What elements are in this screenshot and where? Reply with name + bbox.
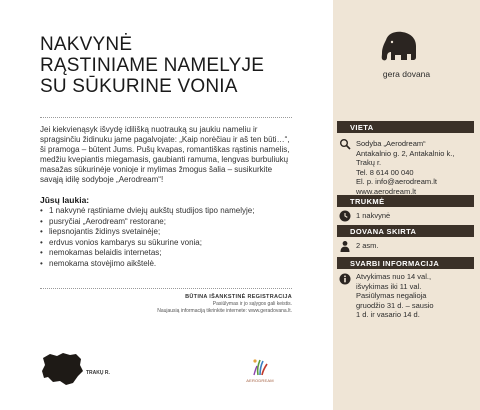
list-item: • nemokama stovėjimo aikštelė. bbox=[40, 259, 300, 270]
text-line: El. p. info@aerodream.lt bbox=[356, 177, 437, 186]
aerodream-logo-icon bbox=[248, 355, 272, 379]
clock-icon bbox=[338, 209, 352, 223]
section-text-vieta bbox=[356, 139, 478, 196]
elephant-logo-icon bbox=[380, 30, 420, 66]
section-header-trukme bbox=[337, 195, 474, 207]
section-header-dovana-skirta bbox=[337, 225, 474, 237]
list-item: • pusryčiai „Aerodream“ restorane; bbox=[40, 217, 300, 228]
text-line: Pasiūlymas negalioja bbox=[356, 291, 427, 300]
features-list bbox=[40, 206, 300, 269]
text-line: 1 nakvynė bbox=[356, 211, 391, 220]
registration-note: Pasiūlymas ir jo sąlygos gali keistis. bbox=[212, 301, 292, 307]
lithuania-map-icon bbox=[40, 352, 84, 386]
text-line: 1 d. ir vasario 14 d. bbox=[356, 310, 420, 319]
section-text-trukme bbox=[356, 211, 478, 221]
divider bbox=[40, 288, 292, 289]
section-header-svarbi-informacija bbox=[337, 257, 474, 269]
list-item: • liepsnojantis židinys svetainėje; bbox=[40, 227, 300, 238]
section-label: VIETA bbox=[350, 122, 374, 132]
intro-text: Jei kiekvienąsyk išvydę idilišką nuotrauką su jaukiu nameliu ir spragsinčiu židinuku jame pagalvojate: „Kaip norėčiau ir aš ten būti…“, ši pramoga – būtent Jums. Pušų kvapas, romantiškas rąstinis namelis, medžiu kvepiantis miegamasis, gaubianti ramuma, lengvas burbuliukų masažas sūkurinėje vonioje ir mylimas žmogus šalia – susikurkite savąją idilę sodyboje „Aerodream“! bbox=[40, 125, 290, 184]
page-title bbox=[40, 34, 320, 97]
text-line: išvykimas iki 11 val. bbox=[356, 281, 422, 291]
text-line: gruodžio 31 d. – sausio bbox=[356, 300, 434, 310]
registration-title: BŪTINA IŠANKSTINĖ REGISTRACIJA bbox=[185, 294, 292, 300]
section-header-vieta bbox=[337, 121, 474, 133]
partner-logo-text: AERODREAM bbox=[246, 378, 274, 383]
list-item: • erdvus vonios kambarys su sūkurine vonia; bbox=[40, 238, 300, 249]
region-label: TRAKŲ R. bbox=[86, 370, 110, 376]
person-icon bbox=[338, 239, 352, 253]
section-label: TRUKMĖ bbox=[350, 196, 385, 206]
registration-note: Naujausią informaciją tikrinkite internete: www.geradovana.lt. bbox=[157, 308, 292, 314]
info-icon bbox=[338, 272, 352, 286]
title-line: RĄSTINIAME NAMELYJE bbox=[40, 55, 265, 76]
title-line: SU SŪKURINE VONIA bbox=[40, 76, 238, 97]
section-text-dovana-skirta bbox=[356, 241, 478, 251]
list-item: • 1 nakvynė rąstiniame dviejų aukštų studijos tipo namelyje; bbox=[40, 206, 300, 217]
features-title: Jūsų laukia: bbox=[40, 195, 90, 205]
text-line: Atvykimas nuo 14 val., bbox=[356, 272, 432, 281]
section-label: SVARBI INFORMACIJA bbox=[350, 258, 440, 268]
text-line: Sodyba „Aerodream“ bbox=[356, 139, 426, 148]
search-location-icon bbox=[338, 137, 352, 151]
text-line: Tel. 8 614 00 040 bbox=[356, 167, 414, 177]
text-line: www.aerodream.lt bbox=[356, 186, 417, 196]
title-line: NAKVYNĖ bbox=[40, 34, 133, 55]
text-line: Antakalnio g. 2, Antakalnio k., bbox=[356, 148, 455, 158]
brand-name: gera dovana bbox=[382, 69, 431, 79]
text-line: 2 asm. bbox=[356, 241, 379, 250]
section-text-svarbi-informacija bbox=[356, 272, 478, 320]
section-label: DOVANA SKIRTA bbox=[350, 226, 417, 236]
list-item: • nemokamas belaidis internetas; bbox=[40, 248, 300, 259]
divider bbox=[40, 117, 292, 118]
text-line: Trakų r. bbox=[356, 158, 382, 167]
